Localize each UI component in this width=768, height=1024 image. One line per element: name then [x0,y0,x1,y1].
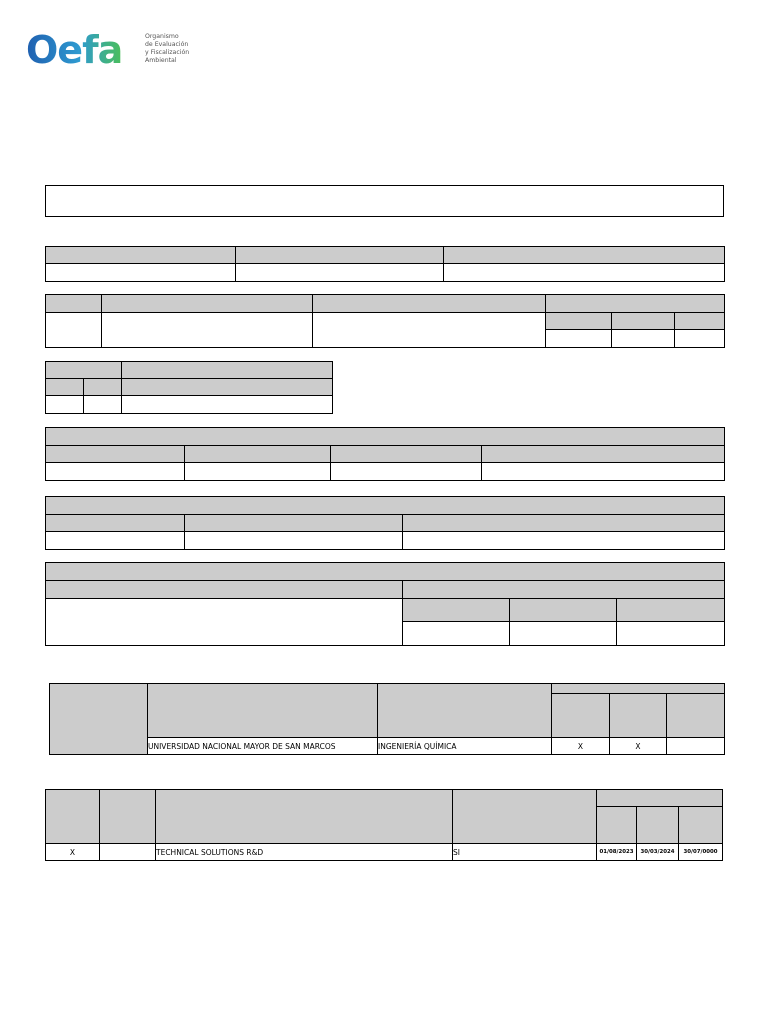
input-cell[interactable] [510,622,617,646]
title-field[interactable] [46,186,724,217]
date-cell[interactable]: 01/08/2023 [597,844,637,861]
header-cell [46,362,122,379]
career-cell[interactable]: INGENIERÍA QUÍMICA [378,738,552,755]
input-cell[interactable] [122,396,333,414]
input-cell[interactable] [46,264,236,282]
input-cell[interactable] [313,313,546,348]
header-cell [675,313,725,330]
header-cell [597,807,637,844]
header-cell [546,295,725,313]
header-cell [612,313,675,330]
section-header [46,428,725,446]
header-cell [84,379,122,396]
header-cell [679,807,723,844]
header-cell [444,247,725,264]
header-cell [46,379,84,396]
oefa-logo-mark [26,30,136,70]
header-cell [331,446,482,463]
document-data-table [45,294,725,348]
input-cell[interactable] [403,532,725,550]
mark-cell[interactable] [667,738,725,755]
section-header [46,497,725,515]
input-cell[interactable] [612,330,675,348]
header-cell [453,790,597,844]
header-cell [185,515,403,532]
logo-caption-line: y Fiscalización [145,49,190,56]
input-cell[interactable] [46,463,185,481]
input-cell[interactable] [84,396,122,414]
input-cell[interactable] [546,330,612,348]
header-cell [546,313,612,330]
header-cell [510,599,617,622]
input-cell[interactable] [675,330,725,348]
header-cell [46,515,185,532]
input-cell[interactable] [331,463,482,481]
university-cell[interactable]: UNIVERSIDAD NACIONAL MAYOR DE SAN MARCOS [148,738,378,755]
mark-cell[interactable]: X [552,738,610,755]
answer-cell[interactable]: SI [453,844,597,861]
education-table [49,683,725,755]
header-cell [637,807,679,844]
header-cell [403,515,725,532]
input-cell[interactable] [185,463,331,481]
input-cell[interactable] [185,532,403,550]
header-cell [46,790,100,844]
input-cell[interactable] [46,532,185,550]
contact-table [45,496,725,550]
input-cell[interactable] [100,844,156,861]
input-cell[interactable] [403,622,510,646]
logo-caption [145,33,215,65]
company-cell[interactable]: TECHNICAL SOLUTIONS R&D [156,844,453,861]
header-cell [313,295,546,313]
header-cell [100,790,156,844]
mark-cell[interactable]: X [610,738,667,755]
section-header [46,563,725,581]
header-cell [378,684,552,738]
input-cell[interactable] [617,622,725,646]
svg-text:Oefa: Oefa [26,30,123,70]
additional-info-table [45,562,725,646]
header-cell [148,684,378,738]
input-cell[interactable] [46,313,102,348]
title-box [45,185,724,217]
header-cell [552,694,610,738]
header-cell [46,446,185,463]
personal-data-table [45,246,725,282]
input-cell[interactable] [444,264,725,282]
input-cell[interactable] [482,463,725,481]
experience-table [45,789,723,861]
header-cell [122,379,333,396]
header-cell [46,295,102,313]
header-cell [403,599,510,622]
input-cell[interactable] [102,313,313,348]
header-cell [46,247,236,264]
header-cell [552,684,725,694]
header-cell [610,694,667,738]
input-cell[interactable] [46,599,403,646]
address-table [45,427,725,481]
mark-cell[interactable]: X [46,844,100,861]
header-cell [185,446,331,463]
header-cell [50,684,148,755]
header-cell [122,362,333,379]
header-cell [667,694,725,738]
input-cell[interactable] [236,264,444,282]
header-cell [156,790,453,844]
date-cell[interactable]: 30/03/2024 [637,844,679,861]
small-data-table [45,361,333,414]
logo-caption-line: Organismo [145,33,179,40]
header-cell [482,446,725,463]
logo-caption-line: de Evaluación [145,41,189,48]
logo-caption-line: Ambiental [145,57,177,64]
header-cell [597,790,723,807]
input-cell[interactable] [46,396,84,414]
header-cell [403,581,725,599]
header-cell [46,581,403,599]
header-cell [102,295,313,313]
header-cell [236,247,444,264]
header-cell [617,599,725,622]
date-cell[interactable]: 30/07/0000 [679,844,723,861]
